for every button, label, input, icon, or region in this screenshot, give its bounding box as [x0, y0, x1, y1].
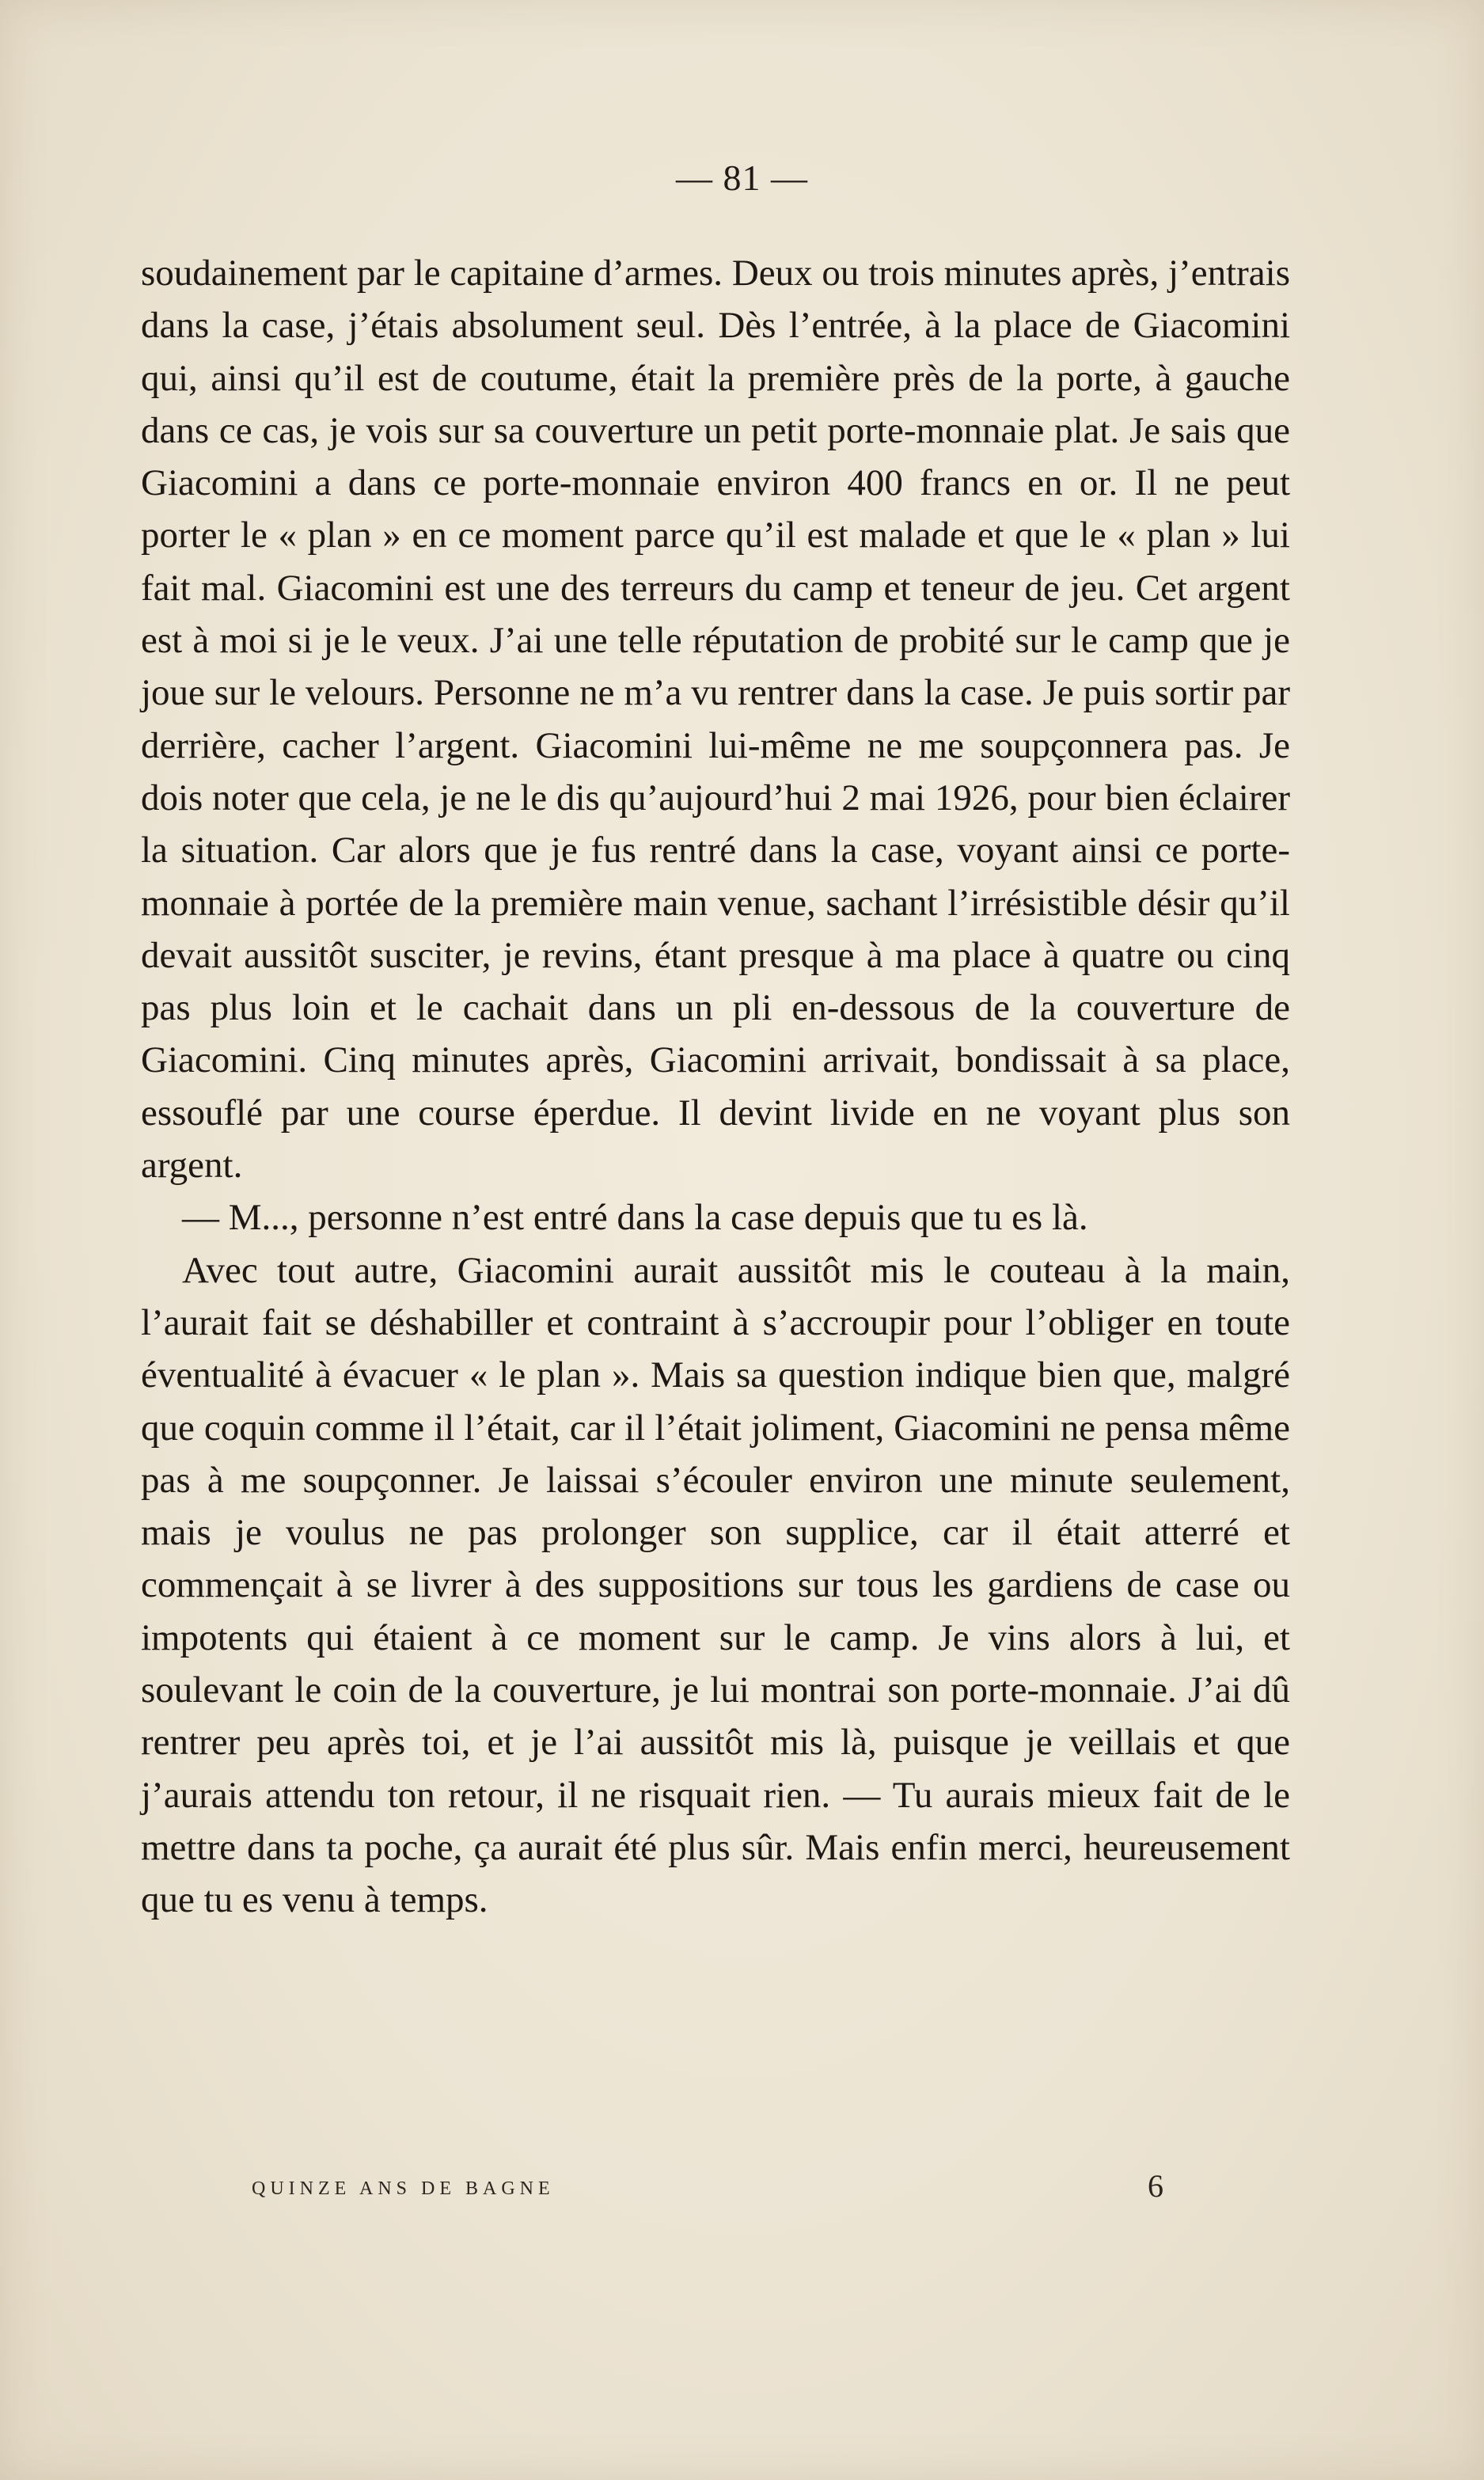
page-number-header: — 81 — — [676, 158, 808, 198]
footer-signature-number: 6 — [1148, 2168, 1163, 2204]
paragraph-1: soudainement par le capitaine d’armes. Deux ou trois minutes après, j’entrais dans la case, j’étais absolument seul. Dès l’entrée, à la place de Giacomini qui, ainsi qu’il est de coutume, était la première près de la porte, à gauche dans ce cas, je vois sur sa couverture un petit porte-monnaie plat. Je sais que Giacomini a dans ce porte-monnaie environ 400 francs en or. Il ne peut porter le « plan » en ce moment parce qu’il est malade et que le « plan » lui fait mal. Giacomini est une des terreurs du camp et teneur de jeu. Cet argent est à moi si je le veux. J’ai une telle réputation de probité sur le camp que je joue sur le velours. Personne ne m’a vu rentrer dans la case. Je puis sortir par derrière, cacher l’argent. Giacomini lui-même ne me soupçonnera pas. Je dois noter que cela, je ne le dis qu’aujourd’hui 2 mai 1926, pour bien éclairer la situation. Car alors que je fus rentré dans la case, voyant ainsi ce porte-monnaie à portée de la première main venue, sachant l’irrésistible désir qu’il devait aussitôt susciter, je revins, étant presque à ma place à quatre ou cinq pas plus loin et le cachait dans un pli en-dessous de la couverture de Giacomini. Cinq minutes après, Giacomini arrivait, bondissait à sa place, essouflé par une course éperdue. Il devint livide en ne voyant plus son argent. — [141, 253, 1290, 1187]
paragraph-3: Avec tout autre, Giacomini aurait aussitôt mis le couteau à la main, l’aurait fait se déshabiller et contraint à s’accroupir pour l’obliger en toute éventualité à évacuer « le plan ». Mais sa question indique bien que, malgré que coquin comme il l’était, car il l’était joliment, Giacomini ne pensa même pas à me soupçonner. Je laissai s’écouler environ une minute seulement, mais je voulus ne pas prolonger son supplice, car il était atterré et commençait à se livrer à des suppositions sur tous les gardiens de case ou impotents qui étaient à ce moment sur le camp. Je vins alors à lui, et soulevant le coin de la couverture, je lui montrai son porte-monnaie. J’ai dû rentrer peu après toi, et je l’ai aussitôt mis là, puisque je veillais et que j’aurais attendu ton retour, il ne risquait rien. — Tu aurais mieux fait de le mettre dans ta poche, ça aurait été plus sûr. Mais enfin merci, heureusement que tu es venu à temps. — [141, 1249, 1290, 1921]
body-text — [141, 247, 1290, 1927]
paragraph-2: — M..., personne n’est entré dans la case depuis que tu es là. — [182, 1197, 1088, 1239]
footer-book-title: QUINZE ANS DE BAGNE — [252, 2178, 555, 2199]
